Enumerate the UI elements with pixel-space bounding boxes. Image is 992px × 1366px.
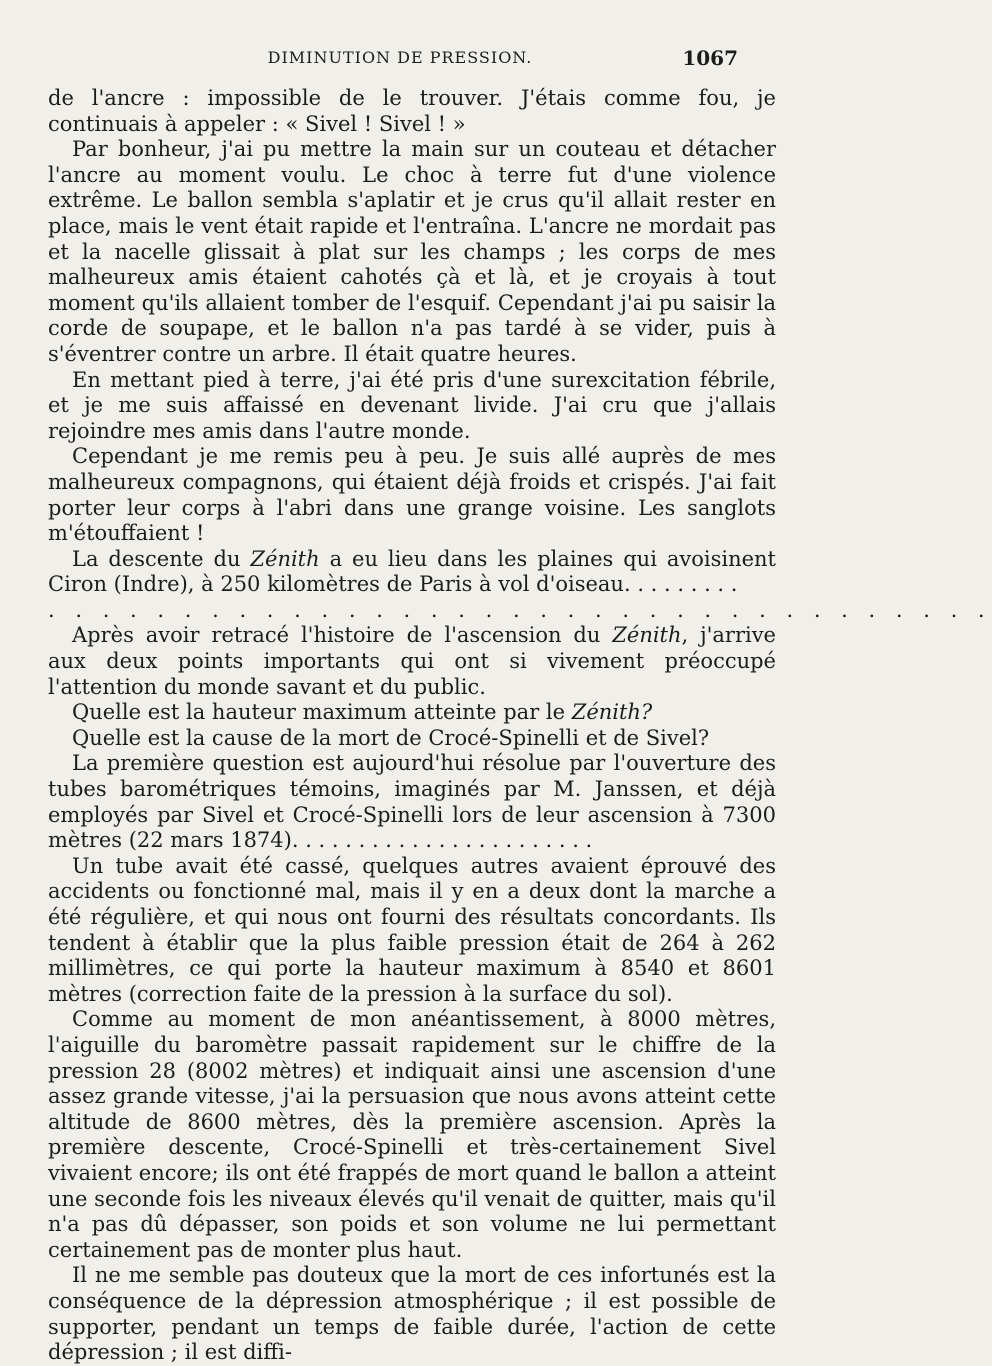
paragraph-7 xyxy=(48,700,776,726)
paragraph-5-start: La descente du xyxy=(72,546,251,571)
zenith-italic: Zénith? xyxy=(571,700,653,725)
dotted-separator: . . . . . . . . . . . . . . . . . . . . . . . . . . . . . . . . . . . xyxy=(48,597,992,622)
paragraph-6 xyxy=(48,623,776,700)
paragraph-3: En mettant pied à terre, j'ai été pris d'une surexcitation fébrile, et je me suis affaissé en devenant livide. J'ai cru que j'allais rejoindre mes amis dans l'autre monde. xyxy=(48,367,776,443)
page-number: 1067 xyxy=(682,46,738,70)
paragraph-12: Il ne me semble pas douteux que la mort de ces infortunés est la conséquence de la dépression atmosphérique ; il est possible de supporter, pendant un temps de faible durée, l'action de cette dépression ; il est diffi- xyxy=(48,1263,776,1365)
paragraph-4: Cependant je me remis peu à peu. Je suis allé auprès de mes malheureux compagnons, qui étaient déjà froids et crispés. J'ai fait porter leur corps à l'abri dans une grange voisine. Les sanglots m'étouffaient ! xyxy=(48,444,776,546)
paragraph-6-start: Après avoir retracé l'histoire de l'ascension du xyxy=(72,623,613,648)
page-header xyxy=(0,48,800,72)
paragraph-8: Quelle est la cause de la mort de Crocé-Spinelli et de Sivel? xyxy=(72,725,710,750)
running-title: DIMINUTION DE PRESSION. xyxy=(267,48,533,67)
paragraph-7-start: Quelle est la hauteur maximum atteinte par le xyxy=(72,700,572,725)
paragraph-5 xyxy=(48,547,776,598)
paragraph-10: Un tube avait été cassé, quelques autres avaient éprouvé des accidents ou fonctionné mal, mais il y en a deux dont la marche a été régulière, et qui nous ont fourni des résultats concordants. Ils tendent à établir que la plus faible pression était de 264 à 262 millimètres, ce qui porte la hauteur maximum à 8540 et 8601 mètres (correction faite de la pression à la surface du sol). xyxy=(48,853,776,1006)
paragraph-1: de l'ancre : impossible de le trouver. J'étais comme fou, je continuais à appeler : « Sivel ! Sivel ! » xyxy=(48,86,776,136)
zenith-italic: Zénith xyxy=(612,623,682,648)
paragraph-9: La première question est aujourd'hui résolue par l'ouverture des tubes barométriques témoins, imaginés par M. Janssen, et déjà employés par Sivel et Crocé-Spinelli lors de leur ascension à 7300 mètres (22 mars 1874). . . . . . . . . . . . . . . . . . . . . . . xyxy=(48,751,776,853)
body-text xyxy=(48,86,992,1366)
paragraph-5-end: a eu lieu dans les plaines qui avoisinent Ciron (Indre), à 250 kilomètres de Paris à vol d'oiseau. . . . . . . . . xyxy=(48,546,776,597)
paragraph-2: Par bonheur, j'ai pu mettre la main sur un couteau et détacher l'ancre au moment voulu. Le choc à terre fut d'une violence extrême. Le ballon sembla s'aplatir et je crus qu'il allait rester en place, mais le vent était rapide et l'entraîna. L'ancre ne mordait pas et la nacelle glissait à plat sur les champs ; les corps de mes malheureux amis étaient cahotés çà et là, et je croyais à tout moment qu'ils allaient tomber de l'esquif. Cependant j'ai pu saisir la corde de soupape, et le ballon n'a pas tardé à se vider, puis à s'éventrer contre un arbre. Il était quatre heures. xyxy=(48,137,776,366)
paragraph-11: Comme au moment de mon anéantissement, à 8000 mètres, l'aiguille du baromètre passait rapidement sur le chiffre de la pression 28 (8002 mètres) et indiquait ainsi une ascension d'une assez grande vitesse, j'ai la persuasion que nous avons atteint cette altitude de 8600 mètres, dès la première ascension. Après la première descente, Crocé-Spinelli et très-certainement Sivel vivaient encore; ils ont été frappés de mort quand le ballon a atteint une seconde fois les niveaux élevés qu'il venait de quitter, mais qu'il n'a pas dû dépasser, son poids et son volume ne lui permettant certainement pas de monter plus haut. xyxy=(48,1007,776,1262)
paragraph-6-end: , j'arrive aux deux points importants qui ont si vivement préoccupé l'attention du monde savant et du public. xyxy=(48,623,776,699)
zenith-italic: Zénith xyxy=(250,546,320,571)
